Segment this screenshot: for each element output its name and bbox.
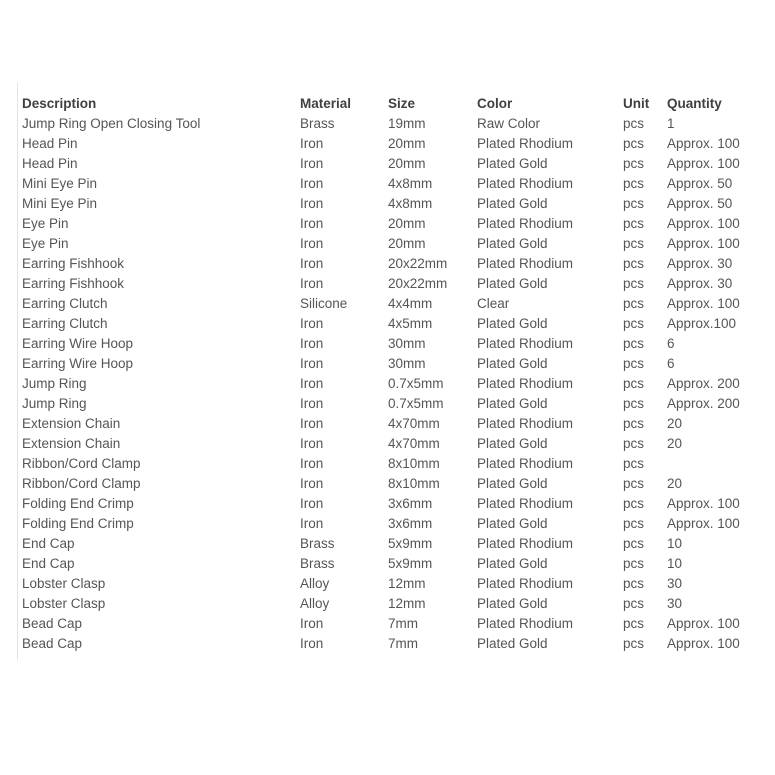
table-row xyxy=(18,194,761,214)
cell-size: 20mm xyxy=(388,216,426,231)
table-row xyxy=(18,334,761,354)
cell-quantity: Approx. 100 xyxy=(667,636,740,651)
cell-quantity: Approx. 100 xyxy=(667,156,740,171)
cell-quantity: Approx. 100 xyxy=(667,496,740,511)
cell-description: Earring Fishhook xyxy=(22,256,125,271)
cell-color: Plated Gold xyxy=(477,316,548,331)
cell-material: Iron xyxy=(300,496,324,511)
cell-size: 4x8mm xyxy=(388,196,433,211)
cell-material: Alloy xyxy=(300,596,330,611)
cell-quantity: 30 xyxy=(667,576,683,591)
cell-description: Earring Clutch xyxy=(22,316,108,331)
product-spec-table-container xyxy=(17,82,762,660)
cell-material: Iron xyxy=(300,216,324,231)
cell-color: Raw Color xyxy=(477,116,541,131)
cell-description: Earring Wire Hoop xyxy=(22,356,134,371)
table-header xyxy=(18,82,761,114)
cell-unit: pcs xyxy=(623,536,645,551)
cell-color: Plated Gold xyxy=(477,196,548,211)
cell-unit: pcs xyxy=(623,196,645,211)
table-row xyxy=(18,494,761,514)
cell-color: Plated Gold xyxy=(477,236,548,251)
cell-material: Iron xyxy=(300,416,324,431)
cell-quantity: Approx. 100 xyxy=(667,136,740,151)
cell-unit: pcs xyxy=(623,456,645,471)
cell-color: Plated Rhodium xyxy=(477,336,574,351)
cell-unit: pcs xyxy=(623,116,645,131)
cell-description: Bead Cap xyxy=(22,636,83,651)
cell-color: Plated Rhodium xyxy=(477,216,574,231)
cell-description: Lobster Clasp xyxy=(22,576,106,591)
cell-size: 7mm xyxy=(388,616,418,631)
cell-size: 3x6mm xyxy=(388,516,433,531)
table-row xyxy=(18,234,761,254)
cell-material: Iron xyxy=(300,616,324,631)
cell-material: Iron xyxy=(300,636,324,651)
cell-quantity: 10 xyxy=(667,536,683,551)
cell-description: Lobster Clasp xyxy=(22,596,106,611)
cell-quantity: Approx. 30 xyxy=(667,276,733,291)
table-row xyxy=(18,354,761,374)
header-row xyxy=(18,82,761,114)
table-row xyxy=(18,274,761,294)
cell-color: Plated Gold xyxy=(477,596,548,611)
table-row xyxy=(18,414,761,434)
cell-size: 30mm xyxy=(388,356,426,371)
cell-color: Plated Gold xyxy=(477,356,548,371)
cell-size: 12mm xyxy=(388,596,426,611)
table-row xyxy=(18,154,761,174)
cell-color: Plated Gold xyxy=(477,476,548,491)
cell-quantity: 20 xyxy=(667,436,683,451)
cell-size: 20mm xyxy=(388,136,426,151)
cell-quantity: 6 xyxy=(667,356,675,371)
column-header-description: Description xyxy=(22,96,97,111)
table-row xyxy=(18,634,761,654)
cell-material: Iron xyxy=(300,196,324,211)
cell-color: Plated Rhodium xyxy=(477,256,574,271)
cell-unit: pcs xyxy=(623,416,645,431)
cell-unit: pcs xyxy=(623,216,645,231)
cell-material: Iron xyxy=(300,256,324,271)
cell-material: Iron xyxy=(300,136,324,151)
cell-unit: pcs xyxy=(623,296,645,311)
cell-color: Plated Rhodium xyxy=(477,536,574,551)
cell-quantity: 10 xyxy=(667,556,683,571)
cell-size: 0.7x5mm xyxy=(388,376,444,391)
cell-description: Ribbon/Cord Clamp xyxy=(22,476,141,491)
column-header-color: Color xyxy=(477,96,513,111)
cell-unit: pcs xyxy=(623,596,645,611)
cell-quantity: Approx. 50 xyxy=(667,196,733,211)
cell-size: 5x9mm xyxy=(388,536,433,551)
cell-unit: pcs xyxy=(623,616,645,631)
cell-quantity: 20 xyxy=(667,416,683,431)
cell-color: Plated Gold xyxy=(477,516,548,531)
cell-size: 8x10mm xyxy=(388,476,440,491)
cell-size: 3x6mm xyxy=(388,496,433,511)
cell-quantity: Approx. 100 xyxy=(667,216,740,231)
cell-description: Jump Ring Open Closing Tool xyxy=(22,116,201,131)
cell-unit: pcs xyxy=(623,476,645,491)
cell-unit: pcs xyxy=(623,156,645,171)
column-header-size: Size xyxy=(388,96,416,111)
cell-size: 5x9mm xyxy=(388,556,433,571)
cell-quantity: 6 xyxy=(667,336,675,351)
table-row xyxy=(18,214,761,234)
table-row xyxy=(18,394,761,414)
cell-description: Eye Pin xyxy=(22,216,69,231)
cell-color: Plated Rhodium xyxy=(477,496,574,511)
cell-description: Bead Cap xyxy=(22,616,83,631)
cell-unit: pcs xyxy=(623,236,645,251)
cell-material: Iron xyxy=(300,276,324,291)
cell-quantity: Approx. 30 xyxy=(667,256,733,271)
cell-material: Brass xyxy=(300,116,335,131)
cell-color: Plated Rhodium xyxy=(477,456,574,471)
cell-color: Plated Gold xyxy=(477,276,548,291)
table-row xyxy=(18,574,761,594)
cell-material: Iron xyxy=(300,156,324,171)
table-row xyxy=(18,534,761,554)
cell-size: 4x70mm xyxy=(388,436,440,451)
cell-description: Eye Pin xyxy=(22,236,69,251)
cell-material: Brass xyxy=(300,536,335,551)
cell-unit: pcs xyxy=(623,436,645,451)
cell-size: 8x10mm xyxy=(388,456,440,471)
column-header-quantity: Quantity xyxy=(667,96,722,111)
cell-description: Earring Fishhook xyxy=(22,276,125,291)
cell-unit: pcs xyxy=(623,316,645,331)
cell-material: Iron xyxy=(300,376,324,391)
cell-color: Plated Gold xyxy=(477,556,548,571)
cell-size: 30mm xyxy=(388,336,426,351)
cell-material: Brass xyxy=(300,556,335,571)
cell-size: 20mm xyxy=(388,236,426,251)
cell-size: 20mm xyxy=(388,156,426,171)
cell-quantity: Approx. 100 xyxy=(667,616,740,631)
cell-unit: pcs xyxy=(623,136,645,151)
cell-material: Silicone xyxy=(300,296,348,311)
cell-unit: pcs xyxy=(623,576,645,591)
cell-unit: pcs xyxy=(623,256,645,271)
table-row xyxy=(18,614,761,634)
cell-material: Iron xyxy=(300,436,324,451)
cell-size: 0.7x5mm xyxy=(388,396,444,411)
cell-color: Plated Rhodium xyxy=(477,616,574,631)
table-row xyxy=(18,114,761,134)
cell-quantity: 1 xyxy=(667,116,675,131)
cell-size: 19mm xyxy=(388,116,426,131)
cell-description: Extension Chain xyxy=(22,416,121,431)
cell-description: Folding End Crimp xyxy=(22,516,134,531)
cell-color: Clear xyxy=(477,296,510,311)
cell-material: Iron xyxy=(300,456,324,471)
table-row xyxy=(18,254,761,274)
cell-description: Head Pin xyxy=(22,156,78,171)
cell-unit: pcs xyxy=(623,636,645,651)
column-header-material: Material xyxy=(300,96,352,111)
cell-description: Mini Eye Pin xyxy=(22,196,98,211)
cell-unit: pcs xyxy=(623,336,645,351)
table-row xyxy=(18,474,761,494)
product-spec-table xyxy=(18,82,761,654)
cell-quantity: Approx. 200 xyxy=(667,376,740,391)
cell-color: Plated Gold xyxy=(477,436,548,451)
cell-color: Plated Gold xyxy=(477,636,548,651)
cell-size: 20x22mm xyxy=(388,256,448,271)
cell-description: Folding End Crimp xyxy=(22,496,134,511)
cell-description: End Cap xyxy=(22,536,75,551)
cell-material: Iron xyxy=(300,336,324,351)
cell-description: Earring Wire Hoop xyxy=(22,336,134,351)
cell-material: Iron xyxy=(300,396,324,411)
table-row xyxy=(18,134,761,154)
cell-unit: pcs xyxy=(623,556,645,571)
cell-material: Iron xyxy=(300,236,324,251)
column-header-unit: Unit xyxy=(623,96,650,111)
cell-size: 20x22mm xyxy=(388,276,448,291)
cell-size: 4x4mm xyxy=(388,296,433,311)
cell-quantity xyxy=(667,454,761,474)
table-row xyxy=(18,374,761,394)
cell-quantity: Approx. 50 xyxy=(667,176,733,191)
cell-color: Plated Rhodium xyxy=(477,416,574,431)
cell-unit: pcs xyxy=(623,176,645,191)
cell-description: Ribbon/Cord Clamp xyxy=(22,456,141,471)
cell-description: Jump Ring xyxy=(22,376,87,391)
cell-color: Plated Gold xyxy=(477,396,548,411)
cell-quantity: Approx. 100 xyxy=(667,516,740,531)
cell-quantity: Approx. 100 xyxy=(667,236,740,251)
cell-material: Iron xyxy=(300,516,324,531)
table-row xyxy=(18,434,761,454)
cell-material: Iron xyxy=(300,356,324,371)
cell-size: 12mm xyxy=(388,576,426,591)
cell-size: 4x70mm xyxy=(388,416,440,431)
cell-unit: pcs xyxy=(623,276,645,291)
cell-description: Head Pin xyxy=(22,136,78,151)
table-row xyxy=(18,294,761,314)
cell-material: Alloy xyxy=(300,576,330,591)
cell-quantity: Approx. 200 xyxy=(667,396,740,411)
cell-description: Earring Clutch xyxy=(22,296,108,311)
cell-description: Jump Ring xyxy=(22,396,87,411)
table-row xyxy=(18,174,761,194)
cell-color: Plated Gold xyxy=(477,156,548,171)
cell-unit: pcs xyxy=(623,356,645,371)
cell-color: Plated Rhodium xyxy=(477,136,574,151)
table-body xyxy=(18,114,761,654)
table-row xyxy=(18,314,761,334)
cell-size: 4x8mm xyxy=(388,176,433,191)
table-row xyxy=(18,554,761,574)
cell-quantity: 20 xyxy=(667,476,683,491)
table-row xyxy=(18,454,761,474)
cell-color: Plated Rhodium xyxy=(477,376,574,391)
cell-color: Plated Rhodium xyxy=(477,176,574,191)
cell-description: Extension Chain xyxy=(22,436,121,451)
table-row xyxy=(18,594,761,614)
cell-size: 4x5mm xyxy=(388,316,433,331)
cell-unit: pcs xyxy=(623,516,645,531)
table-row xyxy=(18,514,761,534)
cell-unit: pcs xyxy=(623,396,645,411)
cell-material: Iron xyxy=(300,176,324,191)
cell-description: End Cap xyxy=(22,556,75,571)
cell-unit: pcs xyxy=(623,496,645,511)
cell-description: Mini Eye Pin xyxy=(22,176,98,191)
cell-unit: pcs xyxy=(623,376,645,391)
cell-color: Plated Rhodium xyxy=(477,576,574,591)
cell-quantity: 30 xyxy=(667,596,683,611)
cell-size: 7mm xyxy=(388,636,418,651)
cell-material: Iron xyxy=(300,476,324,491)
cell-quantity: Approx. 100 xyxy=(667,296,740,311)
cell-material: Iron xyxy=(300,316,324,331)
cell-quantity: Approx.100 xyxy=(667,316,737,331)
